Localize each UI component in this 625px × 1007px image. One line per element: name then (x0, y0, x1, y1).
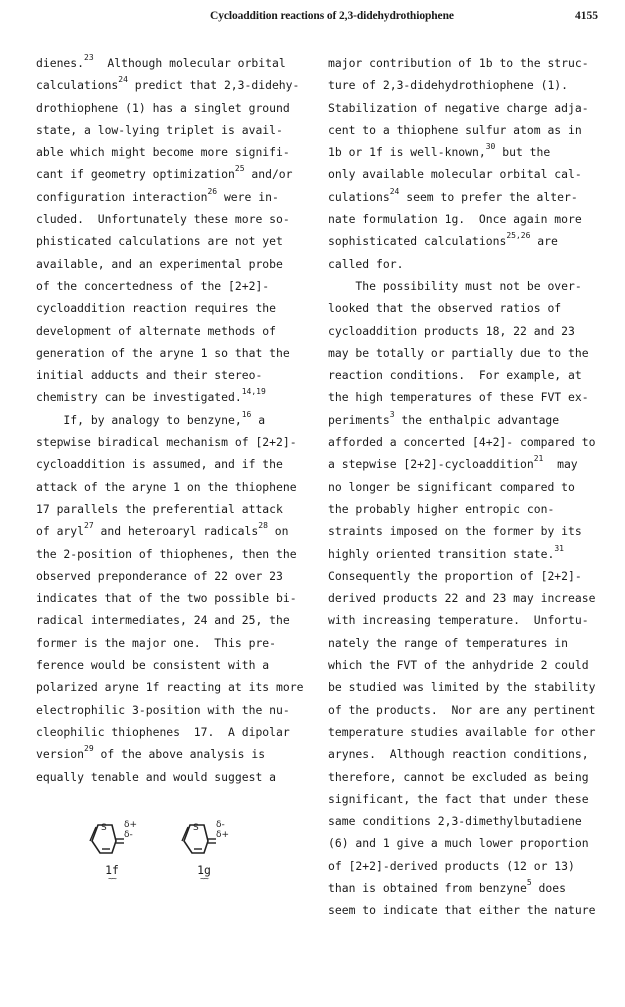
text-line (328, 364, 613, 386)
line-text: cycloaddition is assumed, and if the (36, 457, 283, 472)
line-text: The possibility must not be over- (328, 278, 582, 293)
line-text: (6) and 1 give a much lower proportion (328, 836, 589, 851)
line-text: derived products 22 and 23 may increase (328, 591, 596, 606)
text-line (328, 654, 613, 676)
reference-superscript: 25 (234, 164, 245, 174)
text-line (328, 275, 613, 297)
text-line (36, 230, 321, 252)
line-text: of the above analysis is (93, 747, 266, 762)
line-text: seem to indicate that either the nature (328, 903, 596, 918)
text-line (36, 766, 321, 788)
line-text: highly oriented transition state. (328, 546, 555, 561)
charge-bottom-1f: δ- (124, 830, 133, 840)
reference-superscript: 31 (554, 543, 564, 553)
line-text: electrophilic 3-position with the nu- (36, 702, 290, 717)
line-text: straints imposed on the former by its (328, 524, 582, 539)
reference-superscript: 5 (526, 877, 532, 887)
reference-superscript: 24 (389, 186, 400, 196)
text-line (36, 141, 321, 163)
text-line (36, 453, 321, 475)
text-line (328, 877, 613, 899)
line-text: initial adducts and their stereo- (36, 368, 263, 383)
charge-bottom-1g: δ+ (216, 830, 230, 840)
line-text: significant, the fact that under these (328, 791, 589, 806)
line-text: does (531, 880, 566, 895)
text-line (328, 632, 613, 654)
line-text: indicates that of the two possible bi- (36, 591, 297, 606)
text-line (36, 543, 321, 565)
line-text: able which might become more signifi- (36, 145, 290, 160)
line-text: radical intermediates, 24 and 25, the (36, 613, 290, 628)
line-text: called for. (328, 256, 404, 271)
line-text: on (267, 524, 289, 539)
text-line (328, 788, 613, 810)
line-text: therefore, cannot be excluded as being (328, 769, 589, 784)
line-text: are (530, 234, 558, 249)
line-text: looked that the observed ratios of (328, 301, 562, 316)
text-line (36, 409, 321, 431)
page-header (0, 10, 625, 30)
text-line (36, 587, 321, 609)
text-line (36, 275, 321, 297)
running-title: Cycloaddition reactions of 2,3-didehydrothiophene (210, 10, 454, 22)
line-text: the 2-position of thiophenes, then the (36, 546, 297, 561)
line-text: equally tenable and would suggest a (36, 769, 277, 784)
line-text: drothiophene (1) has a singlet ground (36, 100, 290, 115)
text-line (36, 320, 321, 342)
structure-1f (86, 815, 146, 885)
line-text: same conditions 2,3-dimethylbutadiene (328, 814, 582, 829)
line-text: of [2+2]-derived products (12 or 13) (328, 858, 575, 873)
text-line (328, 810, 613, 832)
line-text: sophisticated calculations (328, 234, 507, 249)
text-line (36, 386, 321, 408)
line-text: cycloaddition products 18, 22 and 23 (328, 323, 575, 338)
text-line (36, 609, 321, 631)
line-text: nately the range of temperatures in (328, 635, 569, 650)
line-text: the enthalpic advantage (394, 412, 560, 427)
text-line (36, 364, 321, 386)
text-line (328, 721, 613, 743)
text-line (328, 832, 613, 854)
line-text: and/or (244, 167, 293, 182)
left-text-column (36, 52, 321, 788)
line-text: than is obtained from benzyne (328, 880, 527, 895)
line-text: version (36, 747, 85, 762)
line-text: state, a low-lying triplet is avail- (36, 122, 283, 137)
charge-top-1g: δ- (216, 820, 225, 830)
reference-superscript: 28 (258, 521, 268, 531)
line-text: of the concertedness of the [2+2]- (36, 278, 270, 293)
line-text: calculations (36, 78, 119, 93)
line-text: observed preponderance of 22 over 23 (36, 568, 283, 583)
line-text: 1b or 1f is well-known, (328, 145, 486, 160)
text-line (328, 699, 613, 721)
line-text: of aryl (36, 524, 85, 539)
text-line (328, 186, 613, 208)
reference-superscript: 21 (533, 454, 544, 464)
line-text: 17 parallels the preferential attack (36, 501, 283, 516)
line-text: cent to a thiophene sulfur atom as in (328, 122, 582, 137)
line-text: stepwise biradical mechanism of [2+2]- (36, 435, 297, 450)
text-line (36, 74, 321, 96)
reference-superscript: 23 (84, 53, 94, 62)
text-line (328, 498, 613, 520)
reference-superscript: 24 (118, 75, 128, 85)
reference-superscript: 16 (241, 409, 252, 419)
line-text: phisticated calculations are not yet (36, 234, 283, 249)
line-text: culations (328, 189, 390, 204)
text-line (36, 119, 321, 141)
text-line (36, 632, 321, 654)
text-line (36, 743, 321, 765)
line-text: periments (328, 412, 390, 427)
text-line (328, 565, 613, 587)
line-text: no longer be significant compared to (328, 479, 575, 494)
line-text: Stabilization of negative charge adja- (328, 100, 589, 115)
line-text: with increasing temperature. Unfortu- (328, 613, 589, 628)
text-line (328, 743, 613, 765)
text-line (328, 74, 613, 96)
structure-label-1f: 1f ~~ (92, 863, 132, 881)
text-line (36, 208, 321, 230)
reference-superscript: 27 (84, 521, 94, 531)
line-text: may be totally or partially due to the (328, 345, 589, 360)
line-text: cluded. Unfortunately these more so- (36, 212, 290, 227)
text-line (328, 899, 613, 921)
text-line (328, 587, 613, 609)
line-text: ture of 2,3-didehydrothiophene (1). (328, 78, 569, 93)
line-text: were in- (217, 189, 279, 204)
line-text: chemistry can be investigated. (36, 390, 242, 405)
text-line (36, 97, 321, 119)
text-line (328, 141, 613, 163)
line-text: nate formulation 1g. Once again more (328, 212, 582, 227)
line-text: temperature studies available for other (328, 724, 596, 739)
line-text: the probably higher entropic con- (328, 501, 555, 516)
text-line (328, 766, 613, 788)
line-text: may (543, 457, 578, 472)
line-text: reaction conditions. For example, at (328, 368, 582, 383)
text-line (328, 119, 613, 141)
text-line (36, 565, 321, 587)
line-text: polarized aryne 1f reacting at its more (36, 680, 304, 695)
text-line (328, 409, 613, 431)
text-line (328, 320, 613, 342)
line-text: ference would be consistent with a (36, 658, 270, 673)
line-text: only available molecular orbital cal- (328, 167, 582, 182)
line-text: attack of the aryne 1 on the thiophene (36, 479, 297, 494)
text-line (328, 97, 613, 119)
text-line (36, 654, 321, 676)
line-text: afforded a concerted [4+2]- compared to (328, 435, 596, 450)
text-line (328, 676, 613, 698)
text-line (328, 543, 613, 565)
text-line (36, 253, 321, 275)
reference-superscript: 29 (84, 744, 94, 754)
text-line (328, 208, 613, 230)
charge-top-1f: δ+ (124, 820, 138, 830)
reference-superscript: 3 (389, 409, 395, 419)
text-line (36, 476, 321, 498)
line-text: which the FVT of the anhydride 2 could (328, 658, 589, 673)
line-text: be studied was limited by the stability (328, 680, 596, 695)
line-text: cant if geometry optimization (36, 167, 235, 182)
svg-text:S: S (193, 823, 199, 833)
line-text: generation of the aryne 1 so that the (36, 345, 290, 360)
text-line (328, 453, 613, 475)
line-text: dienes. (36, 56, 85, 70)
structure-1g (178, 815, 238, 885)
text-line (328, 342, 613, 364)
reference-superscript: 30 (485, 142, 496, 152)
line-text: the high temperatures of these FVT ex- (328, 390, 589, 405)
line-text: but the (495, 145, 551, 160)
reference-superscript: 14,19 (241, 387, 266, 397)
text-line (36, 676, 321, 698)
text-line (36, 186, 321, 208)
page-number: 4155 (575, 10, 598, 22)
svg-text:S: S (101, 823, 107, 833)
text-line (328, 431, 613, 453)
text-line (36, 721, 321, 743)
right-text-column (328, 52, 613, 922)
structure-label-1g: 1g ~~ (184, 863, 224, 881)
line-text: seem to prefer the alter- (399, 189, 578, 204)
line-text: cleophilic thiophenes 17. A dipolar (36, 724, 290, 739)
text-line (36, 498, 321, 520)
line-text: major contribution of 1b to the struc- (328, 56, 589, 70)
text-line (36, 52, 321, 74)
line-text: predict that 2,3-didehy- (127, 78, 300, 93)
line-text: Although molecular orbital (93, 56, 286, 70)
thiophene-1f-drawing (86, 815, 146, 863)
line-text: If, by analogy to benzyne, (36, 412, 242, 427)
text-line (328, 163, 613, 185)
line-text: available, and an experimental probe (36, 256, 283, 271)
text-line (36, 163, 321, 185)
text-line (36, 699, 321, 721)
line-text: arynes. Although reaction conditions, (328, 747, 589, 762)
line-text: of the products. Nor are any pertinent (328, 702, 596, 717)
text-line (328, 855, 613, 877)
line-text: former is the major one. This pre- (36, 635, 277, 650)
line-text: Consequently the proportion of [2+2]- (328, 568, 582, 583)
line-text: cycloaddition reaction requires the (36, 301, 277, 316)
text-line (36, 431, 321, 453)
text-line (328, 609, 613, 631)
thiophene-1g-drawing (178, 815, 238, 863)
line-text: and heteroaryl radicals (93, 524, 259, 539)
line-text: a stepwise [2+2]-cycloaddition (328, 457, 534, 472)
reference-superscript: 25,26 (506, 231, 531, 241)
text-line (328, 386, 613, 408)
text-line (36, 342, 321, 364)
line-text: configuration interaction (36, 189, 208, 204)
text-line (36, 297, 321, 319)
text-line (328, 476, 613, 498)
text-line (36, 520, 321, 542)
text-line (328, 230, 613, 252)
text-line (328, 253, 613, 275)
text-line (328, 297, 613, 319)
text-line (328, 52, 613, 74)
line-text: development of alternate methods of (36, 323, 277, 338)
text-line (328, 520, 613, 542)
reference-superscript: 26 (207, 186, 218, 196)
line-text: a (251, 412, 266, 427)
